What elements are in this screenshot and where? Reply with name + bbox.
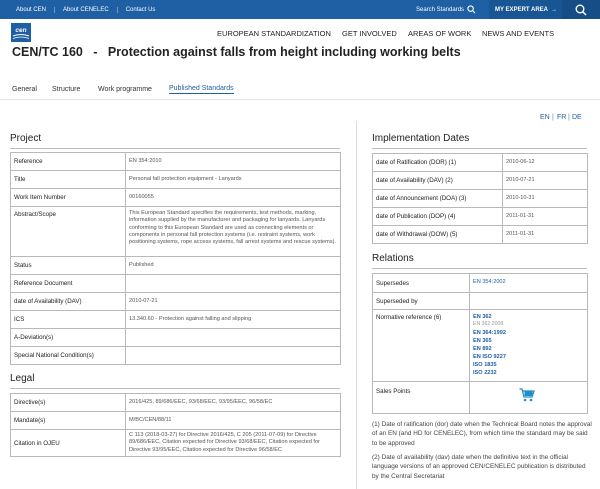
table-row [11,412,341,430]
row-key: date of Availability (DAV) [11,293,126,311]
row-value: Personal fall protection equipment - Lanyards [126,171,341,189]
row-value: 2010-10-31 [503,190,588,208]
row-value [470,382,588,414]
row-value: 2010-07-21 [126,293,341,311]
row-value: EN 354:2010 [126,153,341,171]
table-row [373,382,588,414]
lang-separator: | [568,114,570,121]
nav-news-and-events[interactable]: NEWS AND EVENTS [482,29,555,38]
legal-heading: Legal [10,373,35,384]
row-key: date of Withdrawal (DOW) (5) [373,226,503,244]
row-key: Sales Points [373,382,470,414]
tab-general[interactable]: General [12,86,37,93]
implementation-heading-rule [372,148,587,149]
top-bar [0,0,600,19]
normative-ref-link[interactable]: EN 362 [473,314,492,320]
page-title: CEN/TC 160 - Protection against falls from height including working belts [12,45,461,59]
search-icon [575,4,587,16]
column-divider [356,121,357,489]
cen-logo[interactable] [11,23,31,42]
legal-heading-rule [10,388,340,389]
table-row [11,275,341,293]
normative-ref-list [470,310,588,382]
row-key: Abstract/Scope [11,207,126,257]
project-heading: Project [10,133,42,144]
row-key: date of Publication (DOP) (4) [373,208,503,226]
row-value [470,274,588,293]
arrow-right-icon: → [551,6,558,13]
row-value: This European Standard specifies the requirements, test methods, marking, information supplied by the manufacturer and packaging for lanyards. Lanyards conforming to this European Standard are used as connecting elements or components in personal fall protection systems (i.e. restraint systems, work positioning systems, rope access systems, fall arrest systems and rescue systems). [126,207,341,257]
table-row [11,189,341,207]
project-heading-rule [10,148,340,149]
row-key: Citation in OJEU [11,430,126,457]
row-key: Directive(s) [11,394,126,412]
row-key: Status [11,257,126,275]
row-key: Normative reference (6) [373,310,470,382]
table-row [373,190,588,208]
search-icon [467,5,476,14]
row-key: A-Deviation(s) [11,329,126,347]
table-row [373,310,588,382]
legal-table [10,393,341,457]
row-value [126,275,341,293]
row-key: date of Ratification (DOR) (1) [373,154,503,172]
row-key: Reference [11,153,126,171]
about-cen-link[interactable]: About CEN [16,6,47,13]
nav-areas-of-work[interactable]: AREAS OF WORK [408,29,472,38]
table-row [11,311,341,329]
my-expert-area-button[interactable] [489,0,562,19]
row-key: Special National Condition(s) [11,347,126,365]
implementation-heading: Implementation Dates [372,133,470,144]
tab-structure[interactable]: Structure [52,86,81,93]
supersedes-link[interactable]: EN 354:2002 [473,279,506,286]
row-value: 2016/425, 89/686/EEC, 93/68/EEC, 93/95/EEC, 96/58/EC [126,394,341,412]
row-value [126,329,341,347]
row-value: 00160055 [126,189,341,207]
footnote-2: (2) Date of availability (dav) date when the definitive text in the official language versions of an approved CEN/CENELEC publication is distributed by the Central Secretariat [372,454,586,480]
nav-get-involved[interactable]: GET INVOLVED [342,29,397,38]
row-key: Superseded by [373,293,470,310]
normative-ref-link[interactable]: EN 362:2008 [473,321,504,328]
row-key: date of Announcement (DOA) (3) [373,190,503,208]
footnote-1: (1) Date of ratification (dor) date when the Technical Board notes the approval of an EN (and HD for CENELEC), from which time the standard may be said to be approved [372,421,592,447]
cart-icon[interactable] [519,388,535,402]
normative-ref-link[interactable]: EN ISO 9227 [473,353,506,360]
lang-en[interactable]: EN [540,114,550,121]
table-row [11,347,341,365]
search-standards-label: Search Standards [416,6,465,13]
my-expert-area-label: MY EXPERT AREA [495,6,549,13]
row-value [126,347,341,365]
table-row [373,208,588,226]
row-value: M/BC/CEN/88/11 [126,412,341,430]
table-row [11,430,341,457]
row-key: date of Availability (DAV) (2) [373,172,503,190]
nav-european-standardization[interactable]: EUROPEAN STANDARDIZATION [217,29,331,38]
search-button[interactable] [562,0,600,19]
row-key: Title [11,171,126,189]
normative-ref-link[interactable]: EN 364:1992 [473,329,506,336]
row-value: C 113 (2018-03-27) for Directive 2016/425, C 205 (2011-07-09) for Directive 89/686/EEC, Citation expected for Directive 93/68/EEC, Citation expected for Directive 93/95/EEC, Citation expected for Directive 96/58/EC [126,430,341,457]
table-row [373,226,588,244]
table-row [11,171,341,189]
implementation-table [372,153,588,244]
table-row [11,257,341,275]
normative-ref-link[interactable]: ISO 2232 [473,370,497,377]
row-key: Reference Document [11,275,126,293]
row-value: Published [126,257,341,275]
normative-ref-link[interactable]: ISO 1835 [473,362,497,369]
lang-fr[interactable]: FR [557,114,567,121]
row-value: 2011-01-31 [503,208,588,226]
contact-us-link[interactable]: Contact Us [117,7,164,13]
row-key: ICS [11,311,126,329]
table-row [373,293,588,310]
table-row [373,154,588,172]
table-row [11,207,341,257]
about-cenelec-link[interactable]: About CENELEC [54,7,117,13]
project-table [10,152,341,365]
row-value: 2010-06-12 [503,154,588,172]
table-row [11,293,341,311]
tab-work-programme[interactable]: Work programme [98,86,152,93]
table-row [373,274,588,293]
relations-table [372,273,588,414]
row-key: Work Item Number [11,189,126,207]
logo-text: cen [15,27,27,34]
tabs-divider [0,99,600,100]
relations-heading-rule [372,268,587,269]
lang-separator: | [552,114,554,121]
table-row [373,172,588,190]
table-row [11,329,341,347]
row-value: 2011-01-31 [503,226,588,244]
top-links [8,0,163,19]
row-key: Supersedes [373,274,470,293]
row-value [470,293,588,310]
tab-published-standards[interactable]: Published Standards [169,85,234,92]
search-standards-link[interactable] [416,0,488,19]
normative-ref-link[interactable]: EN 365 [473,337,492,344]
lang-de[interactable]: DE [572,114,582,121]
relations-heading: Relations [372,253,414,264]
table-row [11,394,341,412]
row-value: 2010-07-21 [503,172,588,190]
row-value: 13.340.60 - Protection against falling and slipping [126,311,341,329]
table-row [11,153,341,171]
row-key: Mandate(s) [11,412,126,430]
normative-ref-link[interactable]: EN 892 [473,345,492,352]
